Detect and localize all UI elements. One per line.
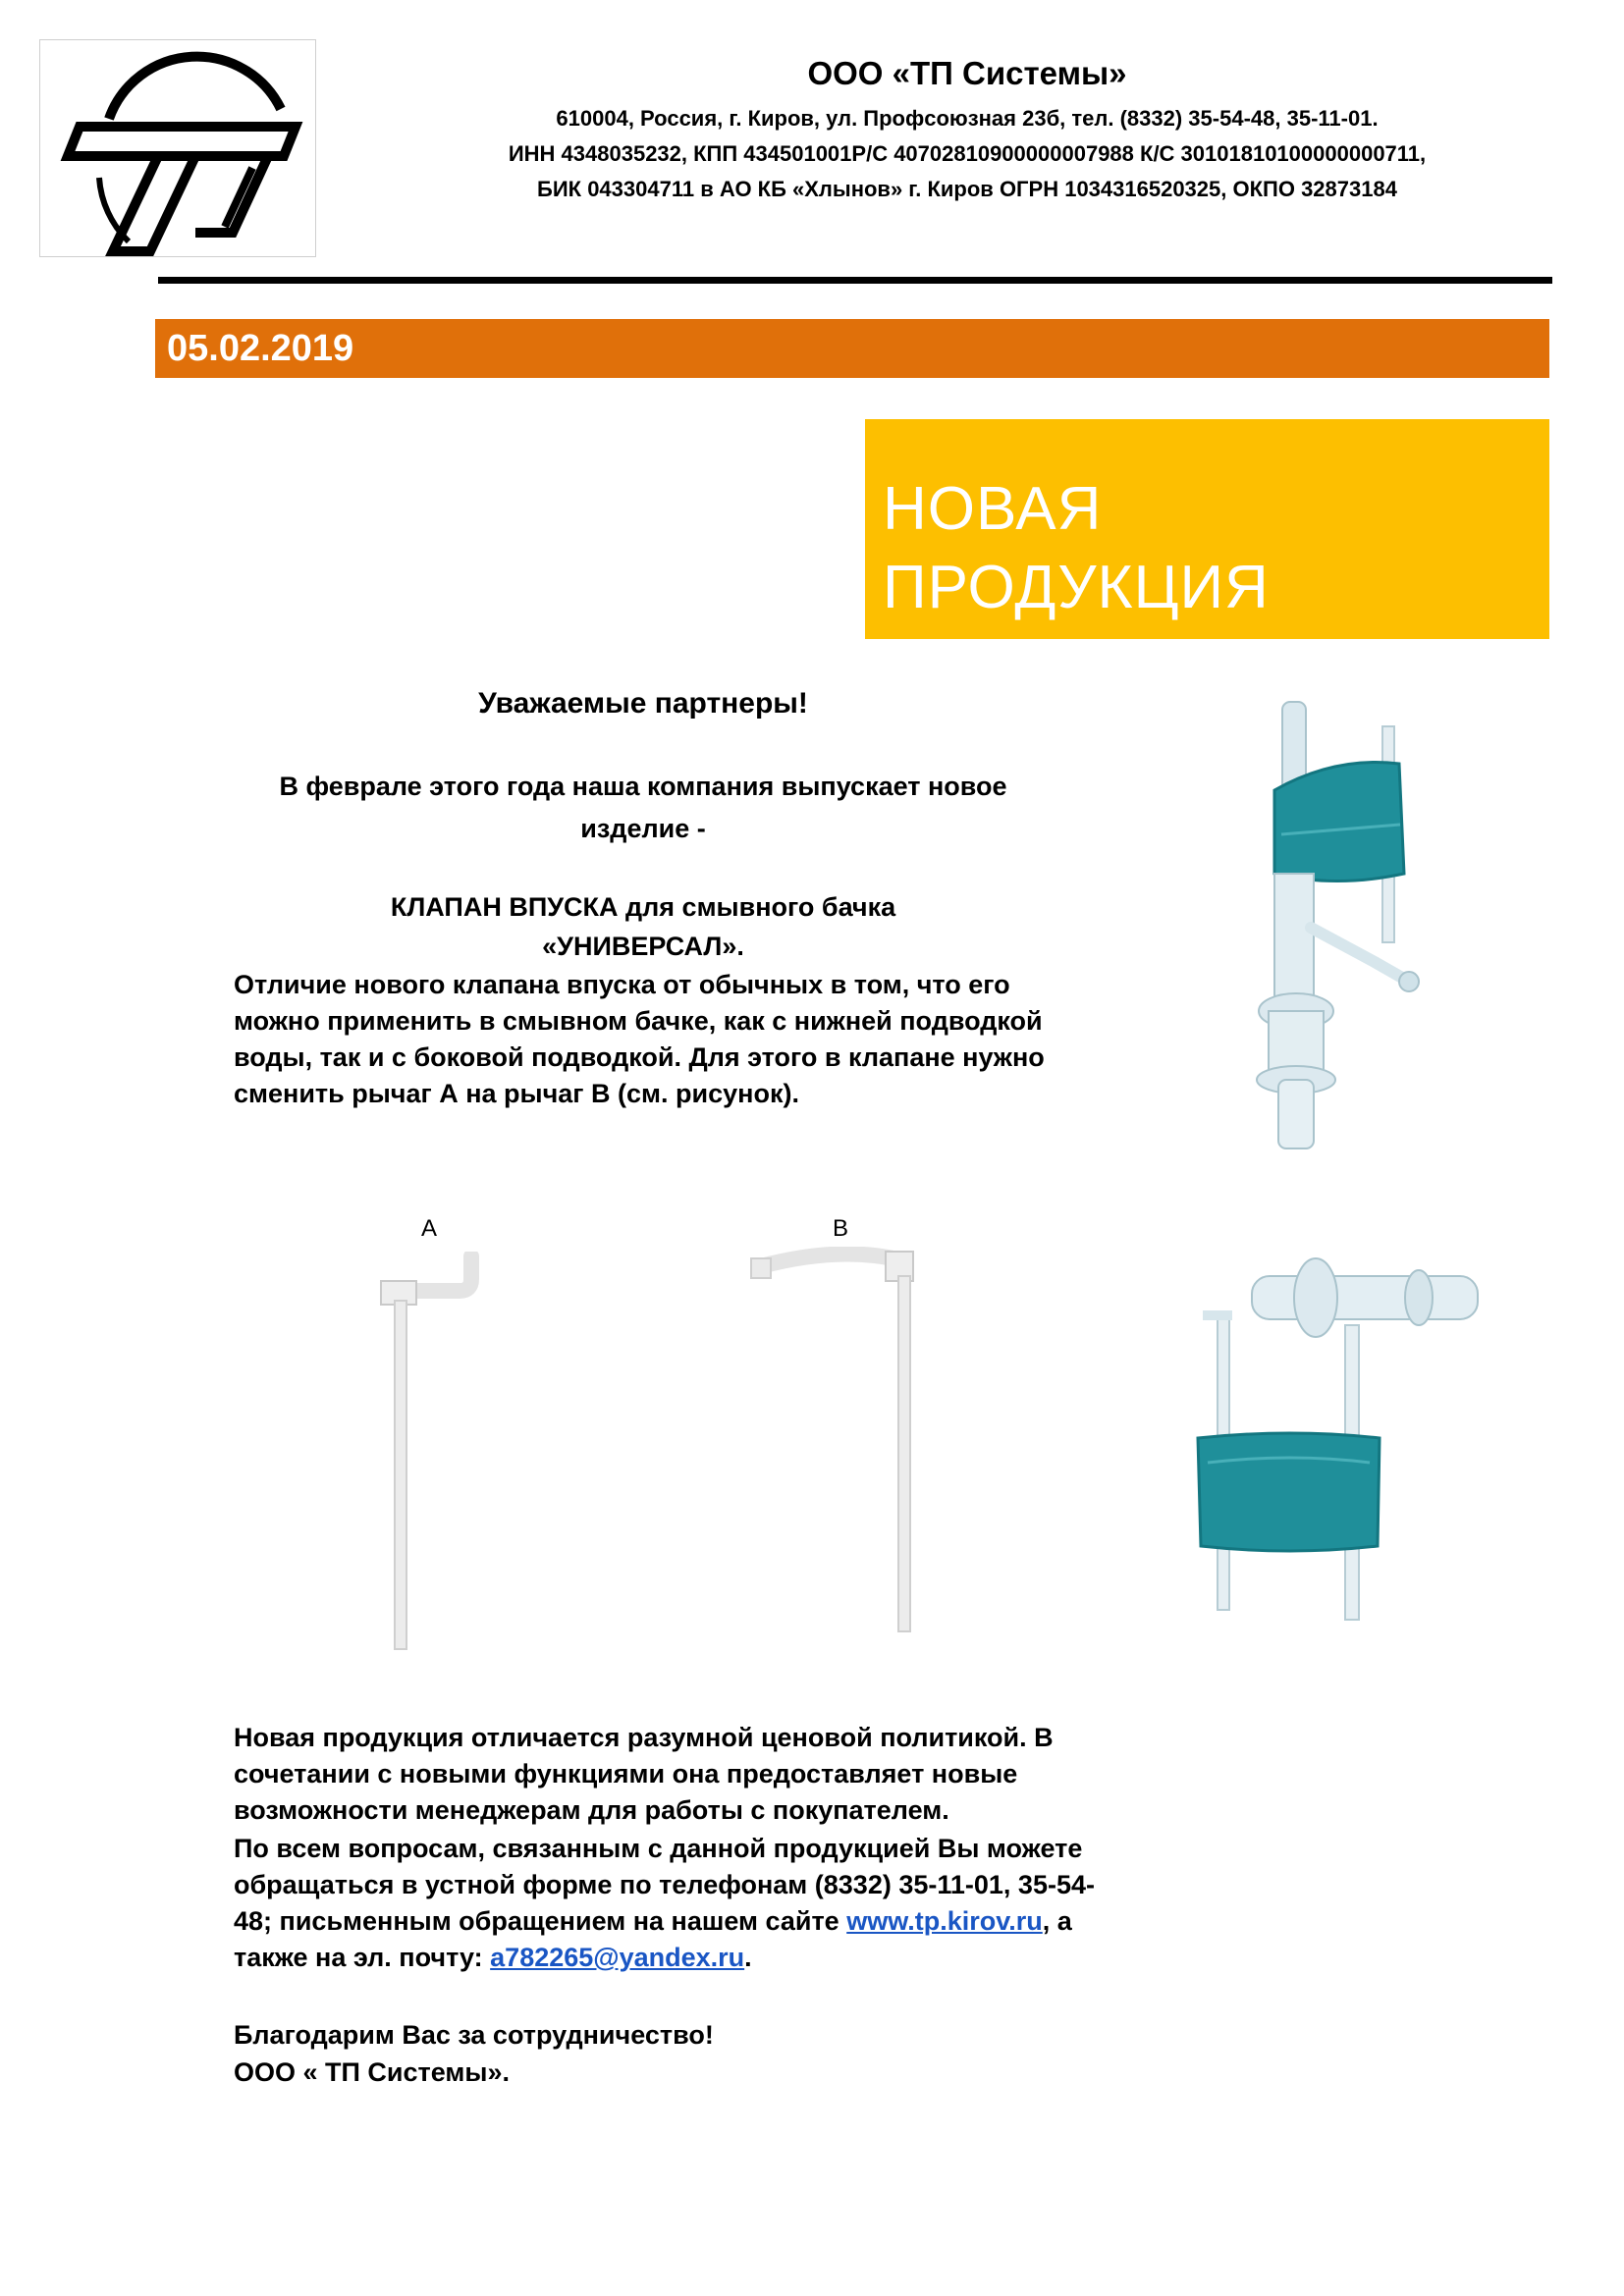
email-prefix: , а также на эл. почту:	[234, 1906, 1072, 1972]
greeting: Уважаемые партнеры!	[478, 687, 808, 720]
product-model: «УНИВЕРСАЛ».	[542, 932, 744, 961]
page-title-line-2: ПРОДУКЦИЯ	[883, 554, 1270, 621]
signature: ООО « ТП Системы».	[234, 2057, 510, 2087]
company-registration: БИК 043304711 в АО КБ «Хлынов» г. Киров ОГРН 1034316520325, ОКПО 32873184	[537, 177, 1397, 201]
company-bank-details: ИНН 4348035232, КПП 434501001Р/С 40702810900000007988 К/С 30101810100000000711,	[508, 141, 1427, 166]
valve-photo-side-inlet	[1164, 1247, 1488, 1659]
intro-text: В феврале этого года наша компания выпускает новое	[279, 772, 1007, 801]
thanks-text: Благодарим Вас за сотрудничество!	[234, 2020, 714, 2050]
header-divider	[158, 277, 1552, 284]
contacts-paragraph	[234, 1831, 1098, 1976]
lever-b-label: В	[833, 1215, 849, 1242]
email-link[interactable]: a782265@yandex.ru	[490, 1943, 745, 1972]
company-address: 610004, Россия, г. Киров, ул. Профсоюзная 23б, тел. (8332) 35-54-48, 35-11-01.	[556, 106, 1379, 131]
lever-a-photo	[373, 1252, 491, 1654]
email-suffix: .	[744, 1943, 752, 1972]
lever-b-photo	[746, 1247, 933, 1639]
website-link[interactable]: www.tp.kirov.ru	[846, 1906, 1043, 1936]
product-name: КЛАПАН ВПУСКА для смывного бачка	[390, 892, 896, 922]
date-bar	[155, 319, 1549, 378]
page-title-line-1: НОВАЯ	[883, 475, 1103, 543]
company-name: ООО «ТП Системы»	[807, 55, 1127, 91]
pricing-policy-text: Новая продукция отличается разумной ценовой политикой. В сочетании с новыми функциями она предоставляет новые возможности менеджерам для работы с покупателем.	[234, 1723, 1054, 1825]
tp-logo-icon	[40, 40, 315, 256]
valve-photo-bottom-inlet	[1218, 687, 1434, 1168]
product-description: Отличие нового клапана впуска от обычных в том, что его можно применить в смывном бачке, как с нижней подводкой воды, так и с боковой подводкой. Для этого в клапане нужно сменить рычаг А на рычаг В (см. рисунок).	[234, 970, 1045, 1108]
company-logo	[39, 39, 316, 257]
lever-a-label: А	[421, 1215, 438, 1242]
document-date: 05.02.2019	[167, 328, 354, 369]
contacts-text: По всем вопросам, связанным с данной продукцией Вы можете обращаться в устной форме по телефонам (8332) 35-11-01, 35-54-48; письменным обращением на нашем сайте	[234, 1834, 1095, 1936]
intro-text-continued: изделие -	[580, 814, 706, 843]
title-box	[865, 419, 1549, 639]
